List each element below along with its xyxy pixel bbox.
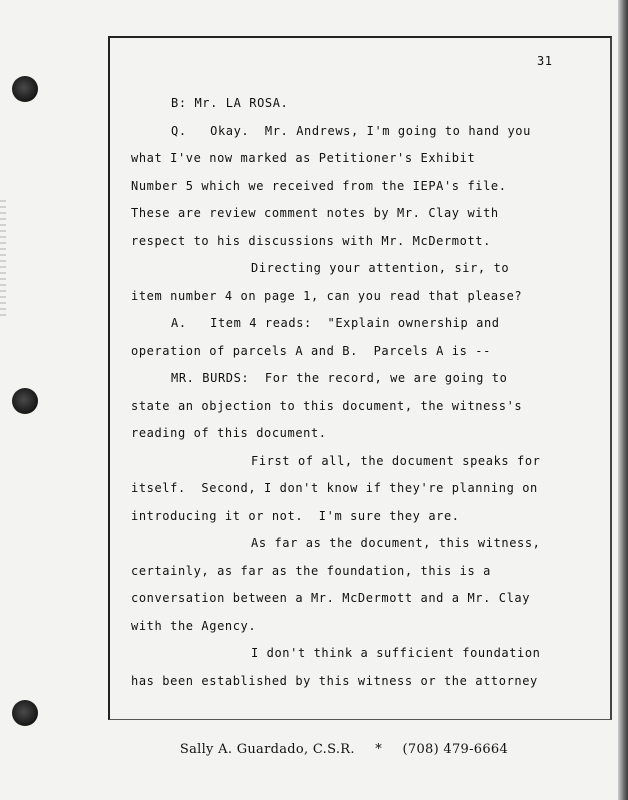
transcript-line: item number 4 on page 1, can you read that please? xyxy=(131,288,523,303)
transcript-line: A. Item 4 reads: "Explain ownership and xyxy=(171,316,500,330)
transcript-line: with the Agency. xyxy=(131,618,257,633)
transcript-body xyxy=(131,90,571,695)
footer-separator: * xyxy=(375,742,383,757)
transcript-line: As far as the document, this witness, xyxy=(251,536,541,550)
scan-speckle xyxy=(0,200,6,320)
transcript-line: operation of parcels A and B. Parcels A is -- xyxy=(131,343,491,358)
transcript-line: I don't think a sufficient foundation xyxy=(251,646,541,660)
transcript-line: MR. BURDS: For the record, we are going to xyxy=(171,371,508,385)
transcript-line: B: Mr. LA ROSA. xyxy=(171,96,289,110)
page-number: 31 xyxy=(537,54,553,68)
transcript-line: Q. Okay. Mr. Andrews, I'm going to hand you xyxy=(171,123,531,138)
scan-edge-shadow xyxy=(618,0,628,800)
reporter-footer xyxy=(0,742,628,757)
transcript-line: These are review comment notes by Mr. Clay with xyxy=(131,206,499,220)
transcript-line: certainly, as far as the foundation, this is a xyxy=(131,563,491,578)
transcript-line: itself. Second, I don't know if they're planning on xyxy=(131,481,538,495)
transcript-line: respect to his discussions with Mr. McDermott. xyxy=(131,233,491,248)
punch-hole-bottom xyxy=(12,700,38,726)
transcript-line: conversation between a Mr. McDermott and a Mr. Clay xyxy=(131,591,531,605)
transcript-line: state an objection to this document, the witness's xyxy=(131,398,523,413)
transcript-line: what I've now marked as Petitioner's Exhibit xyxy=(131,151,476,165)
transcript-line: First of all, the document speaks for xyxy=(251,453,541,468)
punch-hole-top xyxy=(12,76,38,102)
transcript-line: Number 5 which we received from the IEPA's file. xyxy=(131,178,507,193)
transcript-line: has been established by this witness or the attorney xyxy=(131,673,538,688)
punch-hole-middle xyxy=(12,388,38,414)
transcript-line: Directing your attention, sir, to xyxy=(251,261,510,275)
reporter-name: Sally A. Guardado, C.S.R. xyxy=(179,742,355,757)
transcript-line: introducing it or not. I'm sure they are. xyxy=(131,508,460,523)
transcript-line: reading of this document. xyxy=(131,426,327,440)
reporter-phone: (708) 479-6664 xyxy=(402,742,509,757)
